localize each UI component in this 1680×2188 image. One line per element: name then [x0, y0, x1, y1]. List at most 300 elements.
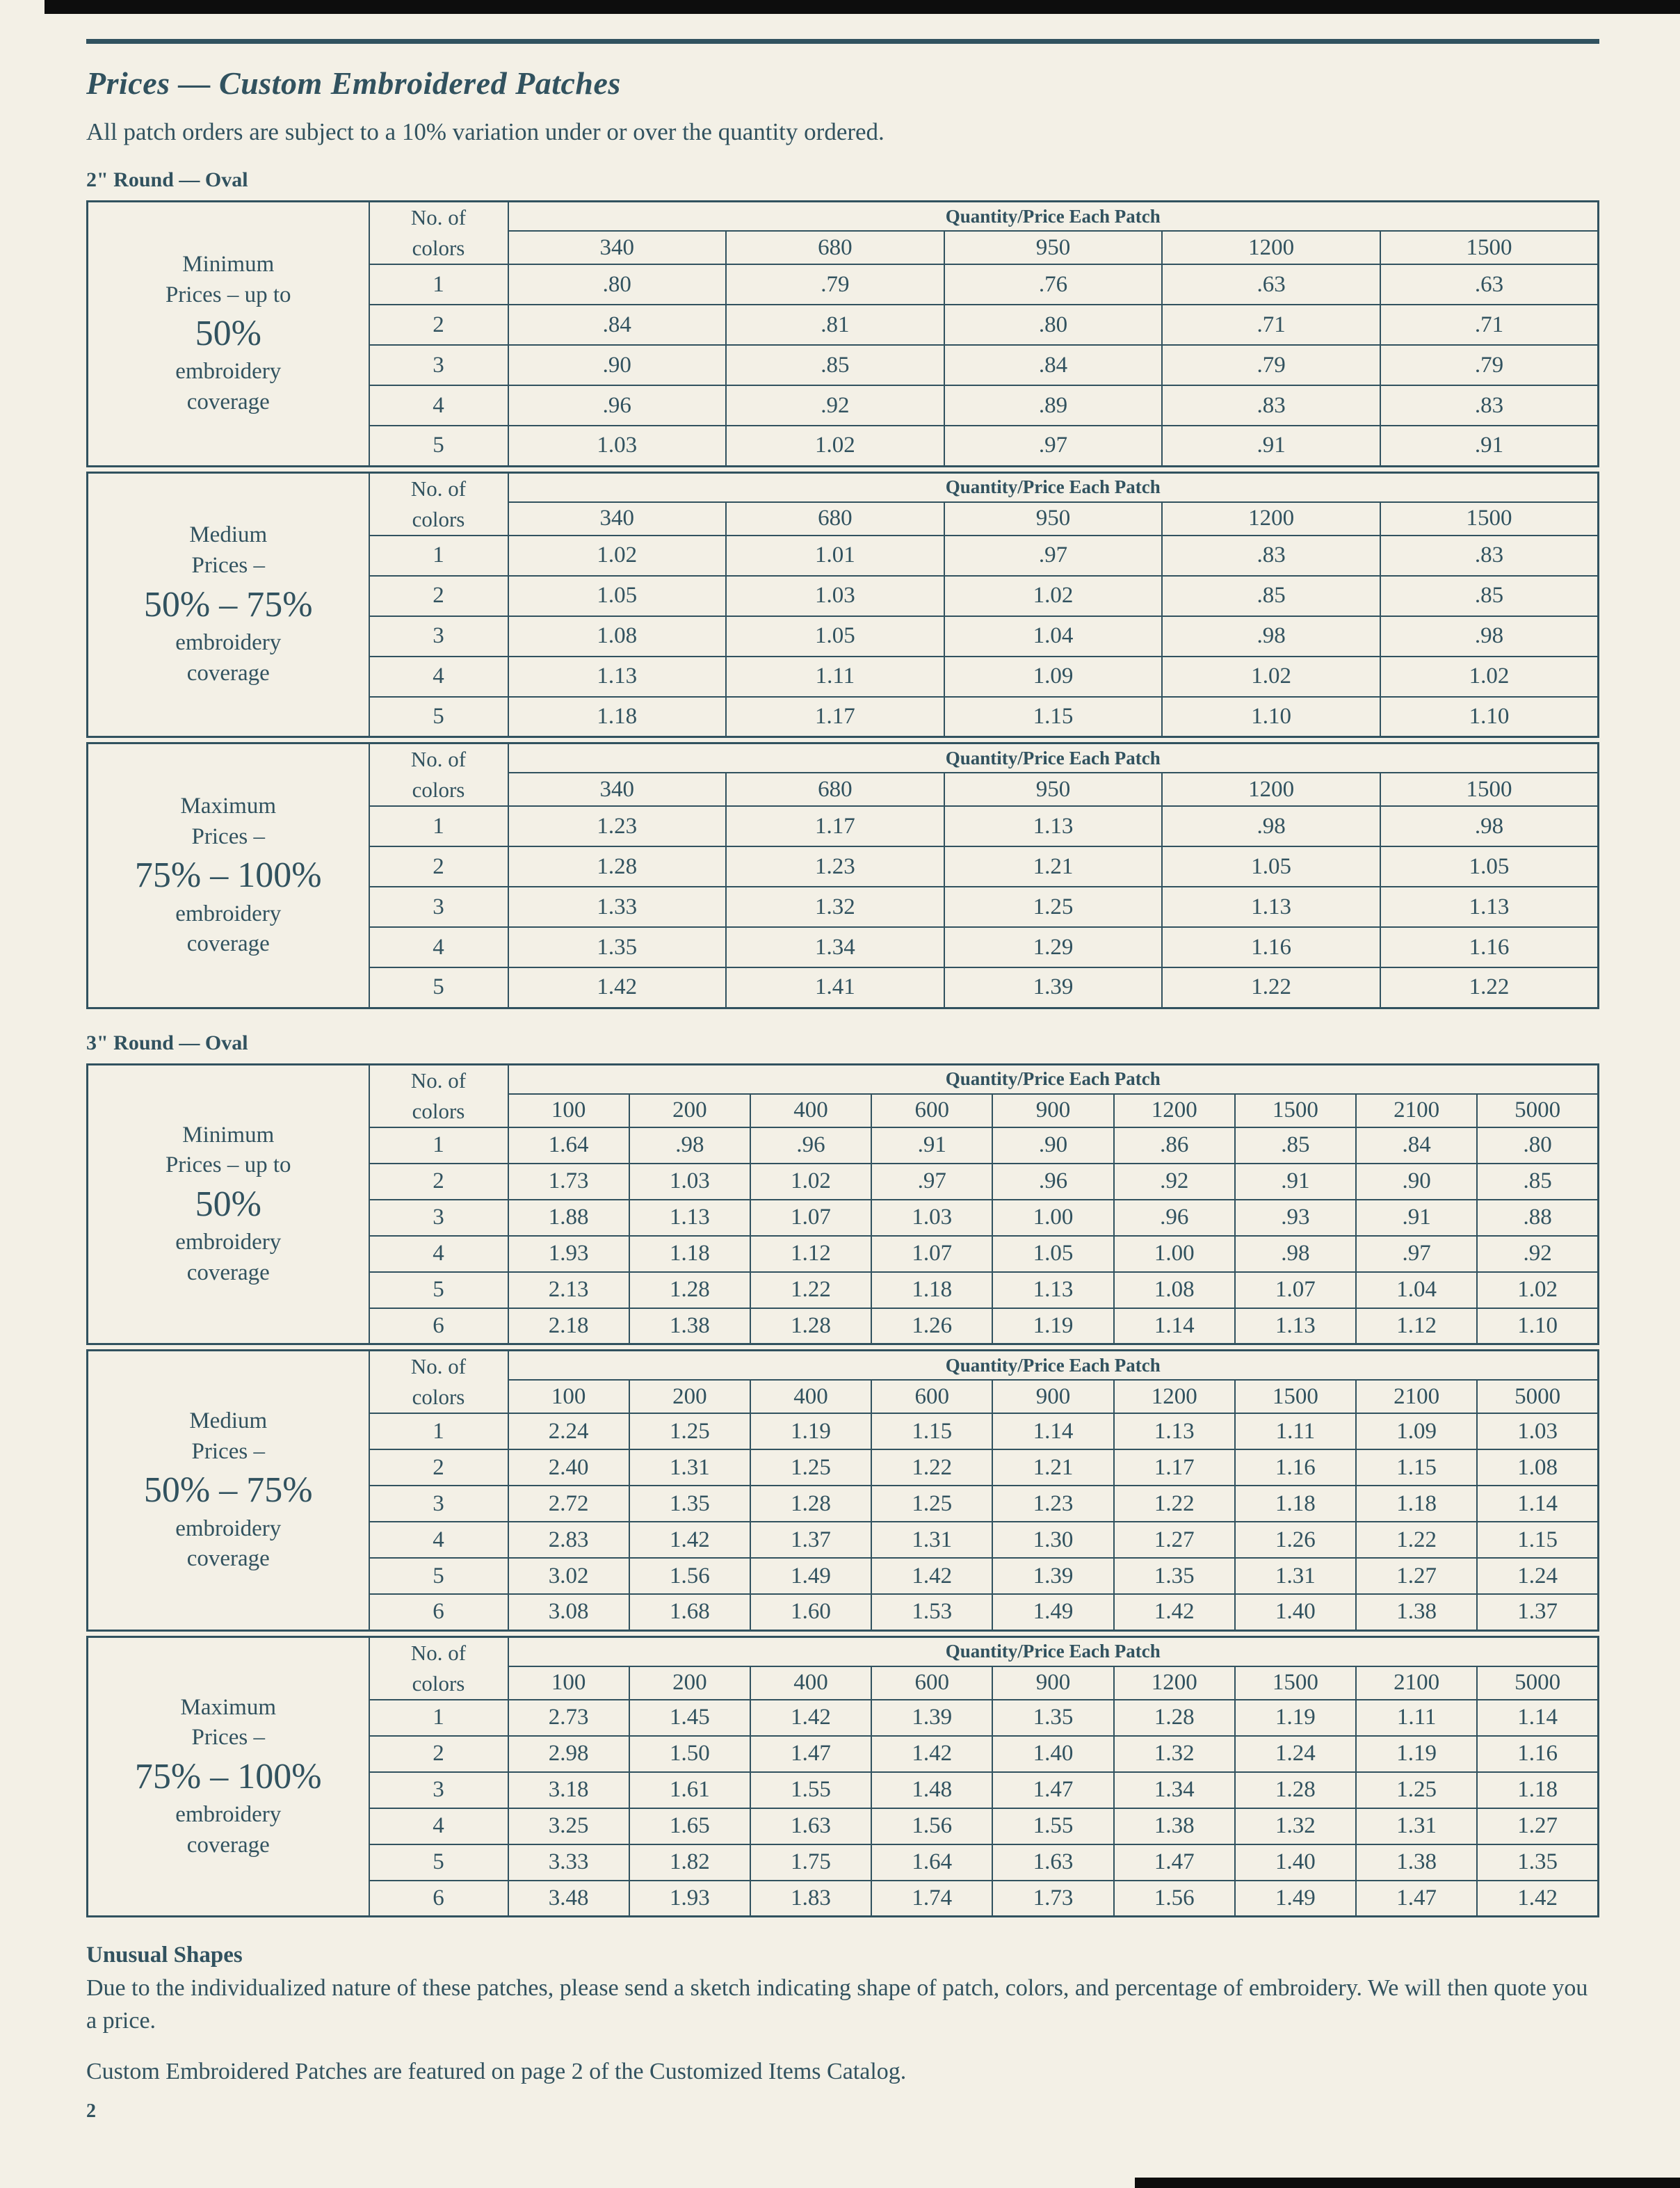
price-value: 1.00	[1114, 1236, 1235, 1272]
price-value: 1.25	[750, 1449, 871, 1486]
price-table-2in-medium	[86, 472, 1599, 739]
coverage-percent: 50%	[195, 1184, 261, 1224]
price-value: 2.13	[508, 1272, 629, 1308]
price-value: 1.11	[726, 657, 944, 697]
price-value: 1.74	[871, 1881, 992, 1917]
quantity-value: 400	[750, 1666, 871, 1700]
price-value: 1.03	[508, 426, 727, 466]
coverage-label-line: embroidery	[175, 1230, 282, 1255]
color-count: 2	[369, 576, 508, 616]
price-value: 1.03	[726, 576, 944, 616]
color-count: 3	[369, 345, 508, 385]
price-value: 1.32	[726, 887, 944, 927]
price-value: .91	[871, 1127, 992, 1164]
price-value: 1.31	[629, 1449, 750, 1486]
price-value: 1.37	[750, 1522, 871, 1558]
price-value: 1.17	[1114, 1449, 1235, 1486]
catalog-note: Custom Embroidered Patches are featured on page 2 of the Customized Items Catalog.	[86, 2059, 907, 2084]
price-value: 1.33	[508, 887, 727, 927]
price-value: 1.17	[726, 697, 944, 737]
price-value: 2.40	[508, 1449, 629, 1486]
coverage-label-line: Prices –	[191, 1725, 265, 1751]
quantity-value: 200	[629, 1094, 750, 1127]
colors-header-line: colors	[412, 506, 465, 531]
price-value: 1.02	[726, 426, 944, 466]
price-value: 1.01	[726, 536, 944, 576]
price-value: .91	[1356, 1200, 1477, 1236]
color-count: 3	[369, 616, 508, 657]
price-value: 1.18	[629, 1236, 750, 1272]
price-value: 1.07	[750, 1200, 871, 1236]
coverage-label-line: Minimum	[182, 251, 275, 277]
quantity-value: 200	[629, 1666, 750, 1700]
price-value: 1.15	[1356, 1449, 1477, 1486]
price-value: 1.39	[992, 1558, 1113, 1594]
coverage-label-line: coverage	[186, 389, 270, 415]
price-value: 1.15	[871, 1413, 992, 1449]
price-value: 1.75	[750, 1844, 871, 1881]
coverage-label-line: embroidery	[175, 1515, 282, 1541]
price-value: 1.47	[992, 1772, 1113, 1808]
price-value: 1.23	[508, 806, 727, 846]
price-value: 1.19	[992, 1308, 1113, 1344]
color-count: 6	[369, 1881, 508, 1917]
price-value: 1.02	[1162, 657, 1380, 697]
price-value: 1.40	[1235, 1844, 1356, 1881]
price-value: 3.08	[508, 1594, 629, 1630]
quantity-value: 1500	[1235, 1666, 1356, 1700]
coverage-label-line: Medium	[189, 1408, 268, 1434]
price-value: 1.34	[726, 927, 944, 967]
quantity-value: 600	[871, 1380, 992, 1413]
price-table-3in-minimum	[86, 1063, 1599, 1346]
price-value: .63	[1162, 264, 1380, 305]
quantity-value: 900	[992, 1094, 1113, 1127]
price-value: 1.31	[1235, 1558, 1356, 1594]
colors-column-header	[369, 202, 508, 265]
color-count: 5	[369, 1844, 508, 1881]
price-value: 1.02	[1380, 657, 1599, 697]
price-value: 1.17	[726, 806, 944, 846]
quantity-value: 600	[871, 1666, 992, 1700]
color-count: 2	[369, 1449, 508, 1486]
quantity-value: 680	[726, 502, 944, 536]
coverage-label	[88, 1351, 369, 1631]
price-value: 1.45	[629, 1700, 750, 1736]
price-value: 1.05	[1380, 846, 1599, 887]
coverage-label	[88, 743, 369, 1008]
price-value: 1.22	[871, 1449, 992, 1486]
coverage-label-line: Prices –	[191, 823, 265, 849]
price-value: .90	[508, 345, 727, 385]
price-value: 1.10	[1162, 697, 1380, 737]
price-value: 1.03	[1477, 1413, 1598, 1449]
quantity-value: 1500	[1380, 502, 1599, 536]
price-value: 1.14	[992, 1413, 1113, 1449]
coverage-label-line: Minimum	[182, 1122, 275, 1148]
price-value: 2.73	[508, 1700, 629, 1736]
price-value: 1.56	[629, 1558, 750, 1594]
coverage-label-line: coverage	[186, 1832, 270, 1858]
coverage-label-line: Prices – up to	[165, 282, 291, 307]
price-value: 1.13	[1235, 1308, 1356, 1344]
price-value: 1.18	[1235, 1486, 1356, 1522]
price-value: .80	[1477, 1127, 1598, 1164]
price-value: 1.16	[1162, 927, 1380, 967]
color-count: 5	[369, 1272, 508, 1308]
quantity-value: 200	[629, 1380, 750, 1413]
price-value: 1.55	[992, 1808, 1113, 1844]
color-count: 3	[369, 1200, 508, 1236]
price-value: .96	[1114, 1200, 1235, 1236]
colors-header-line: No. of	[410, 476, 467, 501]
quantity-value: 5000	[1477, 1666, 1598, 1700]
price-value: 1.11	[1356, 1700, 1477, 1736]
page-title: Prices — Custom Embroidered Patches	[86, 65, 621, 101]
price-table-2in-maximum	[86, 742, 1599, 1009]
price-value: .98	[1380, 806, 1599, 846]
price-value: 1.25	[871, 1486, 992, 1522]
price-value: .83	[1380, 536, 1599, 576]
quantity-price-header: Quantity/Price Each Patch	[508, 1351, 1599, 1381]
price-value: .83	[1380, 385, 1599, 426]
price-value: 3.25	[508, 1808, 629, 1844]
color-count: 3	[369, 1486, 508, 1522]
coverage-label-line: embroidery	[175, 630, 282, 656]
price-value: 1.22	[1356, 1522, 1477, 1558]
top-rule	[86, 39, 1599, 44]
quantity-value: 100	[508, 1380, 629, 1413]
price-value: 1.12	[750, 1236, 871, 1272]
price-value: 1.37	[1477, 1594, 1598, 1630]
price-value: .96	[992, 1164, 1113, 1200]
price-value: .98	[1380, 616, 1599, 657]
color-count: 5	[369, 697, 508, 737]
price-value: 1.07	[871, 1236, 992, 1272]
quantity-value: 340	[508, 502, 727, 536]
price-value: .98	[1162, 806, 1380, 846]
coverage-label-line: coverage	[186, 931, 270, 957]
price-value: .84	[944, 345, 1163, 385]
price-value: 1.68	[629, 1594, 750, 1630]
price-value: 1.11	[1235, 1413, 1356, 1449]
color-count: 1	[369, 536, 508, 576]
color-count: 2	[369, 305, 508, 345]
quantity-value: 400	[750, 1380, 871, 1413]
scan-artifact-bottom	[1135, 2178, 1680, 2188]
price-value: 1.21	[992, 1449, 1113, 1486]
quantity-value: 1200	[1114, 1380, 1235, 1413]
price-value: 3.48	[508, 1881, 629, 1917]
footer	[86, 1942, 1599, 2123]
price-value: 3.02	[508, 1558, 629, 1594]
section-heading: 2" Round — Oval	[86, 168, 248, 191]
price-value: .80	[944, 305, 1163, 345]
price-value: 1.64	[508, 1127, 629, 1164]
coverage-label	[88, 472, 369, 737]
price-value: 1.07	[1235, 1272, 1356, 1308]
price-value: .84	[1356, 1127, 1477, 1164]
price-value: 1.65	[629, 1808, 750, 1844]
price-value: 1.42	[508, 967, 727, 1008]
price-value: 1.23	[726, 846, 944, 887]
quantity-value: 1200	[1162, 231, 1380, 264]
price-value: 1.14	[1477, 1486, 1598, 1522]
price-value: 1.47	[1114, 1844, 1235, 1881]
quantity-price-header: Quantity/Price Each Patch	[508, 1636, 1599, 1666]
price-value: .63	[1380, 264, 1599, 305]
price-value: 1.13	[1114, 1413, 1235, 1449]
unusual-shapes-body: Due to the individualized nature of these patches, please send a sketch indicating shape of patch, colors, and percentage of embroidery. We will then quote you a price.	[86, 1975, 1588, 2034]
price-value: 1.34	[1114, 1772, 1235, 1808]
color-count: 1	[369, 264, 508, 305]
price-value: 1.22	[1380, 967, 1599, 1008]
color-count: 6	[369, 1594, 508, 1630]
price-value: 1.03	[629, 1164, 750, 1200]
price-value: .97	[1356, 1236, 1477, 1272]
color-count: 4	[369, 1522, 508, 1558]
price-value: 1.18	[1477, 1772, 1598, 1808]
price-value: 1.30	[992, 1522, 1113, 1558]
coverage-label-line: Medium	[189, 522, 268, 548]
colors-header-line: No. of	[410, 1354, 467, 1379]
price-table-3in-medium	[86, 1349, 1599, 1632]
price-value: 1.40	[1235, 1594, 1356, 1630]
price-value: .96	[508, 385, 727, 426]
price-value: 3.33	[508, 1844, 629, 1881]
price-value: 1.08	[1114, 1272, 1235, 1308]
page-number: 2	[86, 2100, 96, 2122]
colors-column-header	[369, 1351, 508, 1414]
price-value: 2.18	[508, 1308, 629, 1344]
quantity-value: 100	[508, 1666, 629, 1700]
quantity-value: 5000	[1477, 1380, 1598, 1413]
price-value: 1.21	[944, 846, 1163, 887]
price-value: 1.22	[1114, 1486, 1235, 1522]
price-value: 1.29	[944, 927, 1163, 967]
color-count: 2	[369, 846, 508, 887]
price-value: 1.23	[992, 1486, 1113, 1522]
price-value: 1.56	[1114, 1881, 1235, 1917]
quantity-price-header: Quantity/Price Each Patch	[508, 202, 1599, 232]
quantity-value: 2100	[1356, 1094, 1477, 1127]
price-value: 1.28	[750, 1486, 871, 1522]
price-value: .92	[1477, 1236, 1598, 1272]
quantity-value: 1500	[1235, 1094, 1356, 1127]
price-value: 1.28	[750, 1308, 871, 1344]
color-count: 1	[369, 1413, 508, 1449]
price-value: .92	[726, 385, 944, 426]
quantity-value: 2100	[1356, 1666, 1477, 1700]
coverage-percent: 50%	[195, 314, 261, 354]
price-value: 1.08	[1477, 1449, 1598, 1486]
coverage-label-line: coverage	[186, 660, 270, 686]
price-value: .79	[1380, 345, 1599, 385]
quantity-value: 1500	[1380, 231, 1599, 264]
color-count: 1	[369, 1127, 508, 1164]
price-value: .93	[1235, 1200, 1356, 1236]
price-value: 1.05	[1162, 846, 1380, 887]
price-value: 1.48	[871, 1772, 992, 1808]
coverage-label-line: Maximum	[180, 1694, 276, 1720]
price-value: 1.27	[1356, 1558, 1477, 1594]
price-value: 2.98	[508, 1736, 629, 1772]
price-value: 1.63	[750, 1808, 871, 1844]
color-count: 4	[369, 927, 508, 967]
price-value: 1.25	[944, 887, 1163, 927]
price-value: 1.18	[508, 697, 727, 737]
price-value: 1.88	[508, 1200, 629, 1236]
price-value: 1.73	[992, 1881, 1113, 1917]
price-value: .85	[1162, 576, 1380, 616]
price-value: 1.38	[1114, 1808, 1235, 1844]
quantity-value: 950	[944, 231, 1163, 264]
price-value: 1.18	[1356, 1486, 1477, 1522]
price-value: 1.83	[750, 1881, 871, 1917]
price-value: 1.47	[750, 1736, 871, 1772]
color-count: 3	[369, 1772, 508, 1808]
quantity-value: 900	[992, 1666, 1113, 1700]
color-count: 5	[369, 426, 508, 466]
price-value: 1.10	[1380, 697, 1599, 737]
price-value: 1.03	[871, 1200, 992, 1236]
price-value: 1.02	[750, 1164, 871, 1200]
price-value: 1.28	[629, 1272, 750, 1308]
price-value: 1.40	[992, 1736, 1113, 1772]
price-table-3in-maximum	[86, 1636, 1599, 1918]
price-value: 1.35	[508, 927, 727, 967]
quantity-value: 1200	[1114, 1666, 1235, 1700]
coverage-label	[88, 202, 369, 467]
price-value: 3.18	[508, 1772, 629, 1808]
price-value: 1.13	[508, 657, 727, 697]
price-value: .98	[1235, 1236, 1356, 1272]
price-value: 1.64	[871, 1844, 992, 1881]
price-value: 1.49	[992, 1594, 1113, 1630]
price-value: 1.93	[508, 1236, 629, 1272]
colors-header-line: colors	[412, 1385, 465, 1410]
price-value: 1.39	[944, 967, 1163, 1008]
price-value: .76	[944, 264, 1163, 305]
price-value: .71	[1380, 305, 1599, 345]
price-value: 1.22	[1162, 967, 1380, 1008]
price-value: 1.28	[1114, 1700, 1235, 1736]
price-value: 1.73	[508, 1164, 629, 1200]
quantity-value: 340	[508, 773, 727, 806]
quantity-value: 1200	[1114, 1094, 1235, 1127]
price-value: 1.42	[1114, 1594, 1235, 1630]
price-value: 2.72	[508, 1486, 629, 1522]
price-value: 1.02	[944, 576, 1163, 616]
price-value: 1.47	[1356, 1881, 1477, 1917]
price-value: 1.05	[726, 616, 944, 657]
subtitle: All patch orders are subject to a 10% variation under or over the quantity ordered.	[86, 118, 885, 145]
price-value: 1.05	[508, 576, 727, 616]
price-value: 1.41	[726, 967, 944, 1008]
coverage-label-line: embroidery	[175, 901, 282, 926]
price-value: .85	[726, 345, 944, 385]
coverage-percent: 75% – 100%	[134, 1756, 322, 1796]
price-value: 1.93	[629, 1881, 750, 1917]
price-value: 1.35	[1114, 1558, 1235, 1594]
price-value: 1.35	[629, 1486, 750, 1522]
price-value: 1.09	[944, 657, 1163, 697]
price-table-2in-minimum	[86, 200, 1599, 467]
price-value: 1.19	[750, 1413, 871, 1449]
price-sections	[86, 168, 1599, 1917]
coverage-label-line: Prices – up to	[165, 1152, 291, 1178]
price-value: 1.16	[1380, 927, 1599, 967]
price-value: 1.14	[1114, 1308, 1235, 1344]
price-value: 1.42	[629, 1522, 750, 1558]
price-value: 2.24	[508, 1413, 629, 1449]
price-value: 1.09	[1356, 1413, 1477, 1449]
color-count: 4	[369, 1808, 508, 1844]
price-value: .97	[871, 1164, 992, 1200]
price-value: 1.13	[1380, 887, 1599, 927]
color-count: 4	[369, 1236, 508, 1272]
color-count: 2	[369, 1736, 508, 1772]
price-value: 1.42	[1477, 1881, 1598, 1917]
price-value: 1.16	[1235, 1449, 1356, 1486]
price-value: 1.18	[871, 1272, 992, 1308]
price-value: 1.38	[1356, 1594, 1477, 1630]
price-value: 1.02	[1477, 1272, 1598, 1308]
quantity-value: 680	[726, 231, 944, 264]
color-count: 5	[369, 1558, 508, 1594]
price-value: 1.39	[871, 1700, 992, 1736]
colors-column-header	[369, 1064, 508, 1127]
quantity-value: 340	[508, 231, 727, 264]
price-value: 1.14	[1477, 1700, 1598, 1736]
price-value: 1.82	[629, 1844, 750, 1881]
price-value: 1.61	[629, 1772, 750, 1808]
color-count: 5	[369, 967, 508, 1008]
quantity-value: 5000	[1477, 1094, 1598, 1127]
colors-column-header	[369, 1636, 508, 1700]
colors-header-line: No. of	[410, 1068, 467, 1093]
color-count: 4	[369, 657, 508, 697]
page-content	[0, 39, 1680, 2123]
quantity-value: 600	[871, 1094, 992, 1127]
section-heading: 3" Round — Oval	[86, 1031, 248, 1054]
color-count: 4	[369, 385, 508, 426]
colors-column-header	[369, 472, 508, 536]
color-count: 2	[369, 1164, 508, 1200]
price-value: 1.31	[1356, 1808, 1477, 1844]
price-value: .96	[750, 1127, 871, 1164]
coverage-label-line: coverage	[186, 1260, 270, 1285]
price-value: .91	[1380, 426, 1599, 466]
price-value: 1.13	[992, 1272, 1113, 1308]
coverage-label-line: coverage	[186, 1546, 270, 1572]
price-value: 1.42	[750, 1700, 871, 1736]
price-value: .91	[1235, 1164, 1356, 1200]
quantity-price-header: Quantity/Price Each Patch	[508, 743, 1599, 773]
price-value: 1.42	[871, 1736, 992, 1772]
price-value: 1.04	[1356, 1272, 1477, 1308]
price-value: 1.27	[1114, 1522, 1235, 1558]
unusual-shapes-heading: Unusual Shapes	[86, 1942, 243, 1968]
quantity-value: 1200	[1162, 502, 1380, 536]
price-value: .85	[1380, 576, 1599, 616]
quantity-value: 1500	[1235, 1380, 1356, 1413]
price-value: 1.28	[1235, 1772, 1356, 1808]
price-value: .92	[1114, 1164, 1235, 1200]
coverage-label-line: Prices –	[191, 553, 265, 579]
coverage-percent: 50% – 75%	[143, 1470, 313, 1511]
price-value: 1.02	[508, 536, 727, 576]
